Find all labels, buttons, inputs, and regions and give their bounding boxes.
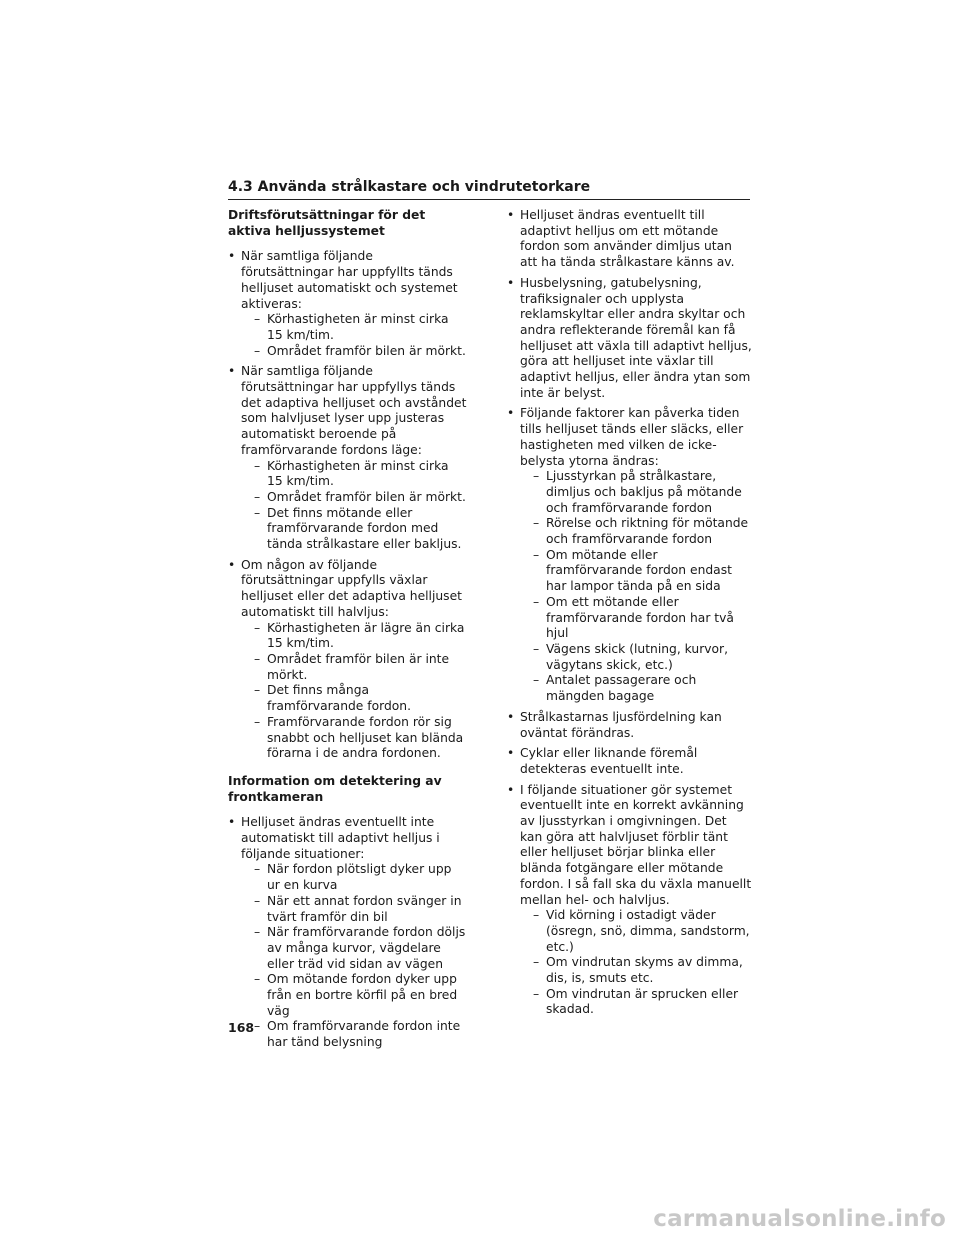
bullet-list-camera-detection [228,815,468,1051]
sub-list [241,621,468,762]
sub-item: – Om vindrutan skyms av dimma, dis, is, smuts etc. [533,955,752,986]
bullet-item [228,249,468,359]
bullet-item [507,276,752,402]
bullet-text: Helljuset ändras eventuellt till adaptivt helljus om ett mötande fordon som använder dimljus utan att ha tända strålkastare känns av. [520,208,735,270]
section-heading-camera-detection: Information om detektering av frontkameran [228,773,442,804]
sub-item: – Om ett mötande eller framförvarande fordon har två hjul [533,595,752,642]
sub-item: – Körhastigheten är lägre än cirka 15 km/tim. [254,621,468,652]
sub-list [520,908,752,1018]
bullet-item [507,710,752,741]
bullet-text: I följande situationer gör systemet eventuellt inte en korrekt avkänning av ljusstyrkan i omgivningen. Det kan göra att halvljuset förblir tänt eller helljuset börjar blinka eller blända fotgängare eller mötande fordon. I så fall ska du växla manuellt mellan hel- och halvljus. [520,782,752,907]
bullet-text: Cyklar eller liknande föremål detekteras eventuellt inte. [520,746,698,776]
bullet-text: Om någon av följande förutsättningar uppfylls växlar helljuset eller det adaptiva helljuset automatiskt till halvljus: [241,557,462,619]
section-header: 4.3 Använda strålkastare och vindrutetorkare [228,179,750,200]
sub-item: – Framförvarande fordon rör sig snabbt och helljuset kan blända förarna i de andra fordonen. [254,715,468,762]
bullet-text: Strålkastarnas ljusfördelning kan oväntat förändras. [520,709,722,740]
page-number: 168 [228,1020,255,1035]
bullet-item [228,815,468,1051]
bullet-list-right [507,208,752,1018]
watermark: carmanualsonline.info [653,1206,946,1232]
sub-item: – Körhastigheten är minst cirka 15 km/tim. [254,312,468,343]
bullet-item [507,208,752,271]
sub-item: – När framförvarande fordon döljs av många kurvor, vägdelare eller träd vid sidan av vägen [254,925,468,972]
section-heading-operating-conditions: Driftsförutsättningar för det aktiva helljussystemet [228,208,426,238]
sub-item: – Området framför bilen är mörkt. [254,344,468,360]
sub-item: – Det finns många framförvarande fordon. [254,683,468,714]
sub-item: – Om mötande eller framförvarande fordon endast har lampor tända på en sida [533,548,752,595]
sub-item: – Körhastigheten är minst cirka 15 km/tim. [254,459,468,490]
sub-item: – När fordon plötsligt dyker upp ur en kurva [254,862,468,893]
sub-item: – Om mötande fordon dyker upp från en bortre körfil på en bred väg [254,972,468,1019]
bullet-text: Husbelysning, gatubelysning, trafiksignaler och upplysta reklamskyltar eller andra skyltar och andra reflekterande föremål kan få helljuset att växla till adaptivt helljus, göra att helljuset inte växlar till adaptivt helljus, eller ändra ytan som inte är belyst. [520,275,752,400]
bullet-text: Följande faktorer kan påverka tiden tills helljuset tänds eller släcks, eller hastigheten med vilken de icke-belysta ytorna ändras: [520,406,744,468]
sub-item: – Vid körning i ostadigt väder (ösregn, snö, dimma, sandstorm, etc.) [533,908,752,955]
sub-list [241,312,468,359]
sub-item: – När ett annat fordon svänger in tvärt framför din bil [254,894,468,925]
sub-list [241,862,468,1050]
bullet-text: När samtliga följande förutsättningar har uppfyllys tänds det adaptiva helljuset och avståndet som halvljuset lyser upp justeras automatiskt beroende på framförvarande fordons läge: [241,364,467,457]
bullet-item [507,406,752,704]
sub-item: – Området framför bilen är inte mörkt. [254,652,468,683]
left-column [228,208,468,1063]
sub-list [241,459,468,553]
sub-item: – Vägens skick (lutning, kurvor, vägytans skick, etc.) [533,642,752,673]
sub-item: – Antalet passagerare och mängden bagage [533,673,752,704]
sub-item: – Om vindrutan är sprucken eller skadad. [533,987,752,1018]
bullet-list-operating-conditions [228,249,468,762]
bullet-item [507,783,752,1019]
right-column [507,208,752,1030]
bullet-text: Helljuset ändras eventuellt inte automatiskt till adaptivt helljus i följande situationer: [241,815,440,861]
bullet-item [228,364,468,552]
sub-item: – Det finns mötande eller framförvarande fordon med tända strålkastare eller bakljus. [254,506,468,553]
bullet-text: När samtliga följande förutsättningar har uppfyllts tänds helljuset automatiskt och systemet aktiveras: [241,249,458,311]
sub-item: – Ljusstyrkan på strålkastare, dimljus och bakljus på mötande och framförvarande fordon [533,469,752,516]
sub-list [520,469,752,705]
sub-item: – Rörelse och riktning för mötande och framförvarande fordon [533,516,752,547]
sub-item: – Området framför bilen är mörkt. [254,490,468,506]
sub-item: – Om framförvarande fordon inte har tänd belysning [254,1019,468,1050]
bullet-item [507,746,752,777]
bullet-item [228,558,468,762]
